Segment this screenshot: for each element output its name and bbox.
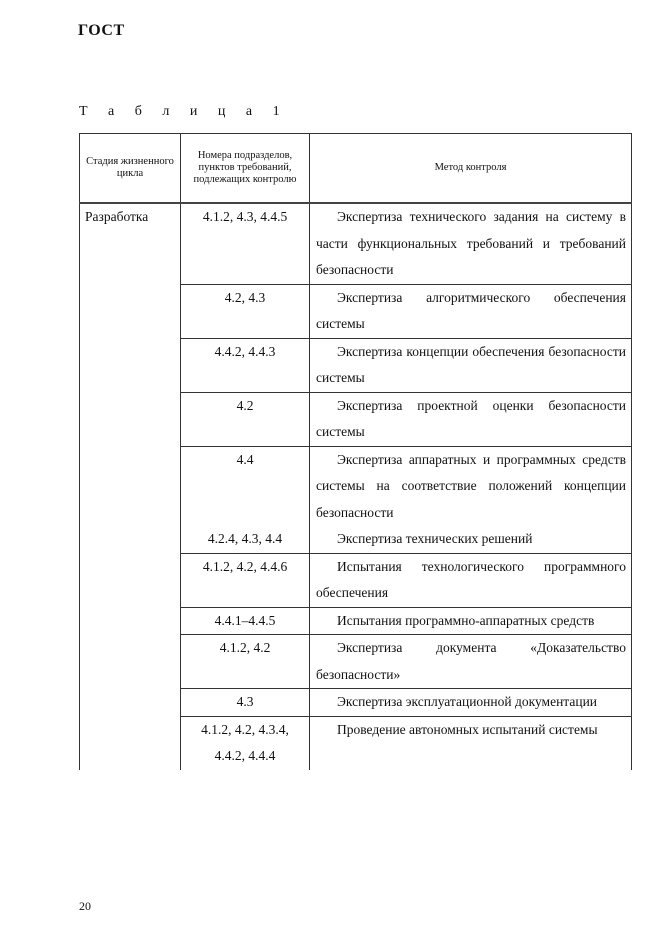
- method-text: Экспертиза эксплуатационной документации: [337, 694, 598, 709]
- requirements-cell: 4.4.2, 4.4.3: [181, 338, 310, 392]
- column-header-stage: Стадия жизненного цикла: [80, 134, 181, 204]
- method-cell: [310, 392, 632, 446]
- method-cell: [310, 553, 632, 607]
- method-text: Экспертиза аппаратных и программных средств системы на соответствие положений концепции безопасности: [316, 451, 626, 520]
- method-text: Испытания программно-аппаратных средств: [337, 612, 595, 628]
- table-header-row: [80, 134, 632, 204]
- requirements-cell: 4.1.2, 4.2: [181, 635, 310, 689]
- method-cell: [310, 716, 632, 770]
- method-text: Экспертиза технических решений: [337, 531, 533, 546]
- requirements-cell: 4.2, 4.3: [181, 284, 310, 338]
- method-cell: [310, 689, 632, 717]
- method-cell: [310, 635, 632, 689]
- method-cell: [310, 446, 632, 526]
- method-cell: [310, 526, 632, 553]
- method-cell: [310, 284, 632, 338]
- method-text: Испытания технологического программного обеспечения: [316, 558, 626, 600]
- table-row: [80, 203, 632, 284]
- method-text: Экспертиза проектной оценки безопасности системы: [316, 397, 626, 439]
- requirements-cell: 4.2.4, 4.3, 4.4: [181, 526, 310, 553]
- document-header-title: ГОСТ: [78, 22, 125, 39]
- method-text: Экспертиза алгоритмического обеспечения системы: [316, 289, 626, 331]
- requirements-cell: 4.1.2, 4.2, 4.4.6: [181, 553, 310, 607]
- method-text: Экспертиза технического задания на систему в части функциональных требований и требований безопасности: [316, 209, 626, 277]
- method-text: Экспертиза документа «Доказательство безопасности»: [316, 640, 626, 682]
- page-number: 20: [79, 899, 91, 913]
- requirements-cell: 4.4.1–4.4.5: [181, 607, 310, 635]
- requirements-cell: 4.1.2, 4.3, 4.4.5: [181, 203, 310, 284]
- control-methods-table: [79, 133, 632, 770]
- method-text: Проведение автономных испытаний системы: [337, 721, 598, 737]
- table-caption: Т а б л и ц а 1: [79, 104, 289, 119]
- method-cell: [310, 338, 632, 392]
- column-header-method: Метод контроля: [310, 134, 632, 204]
- method-cell: [310, 607, 632, 635]
- method-text: Экспертиза концепции обеспечения безопасности системы: [316, 343, 626, 385]
- column-header-requirements: Номера подразделов, пунктов требований, подлежащих контролю: [181, 134, 310, 204]
- requirements-cell: 4.3: [181, 689, 310, 717]
- requirements-cell: 4.1.2, 4.2, 4.3.4, 4.4.2, 4.4.4: [181, 716, 310, 770]
- method-cell: [310, 203, 632, 284]
- stage-cell: Разработка: [80, 203, 181, 770]
- requirements-cell: 4.2: [181, 392, 310, 446]
- requirements-cell: 4.4: [181, 446, 310, 526]
